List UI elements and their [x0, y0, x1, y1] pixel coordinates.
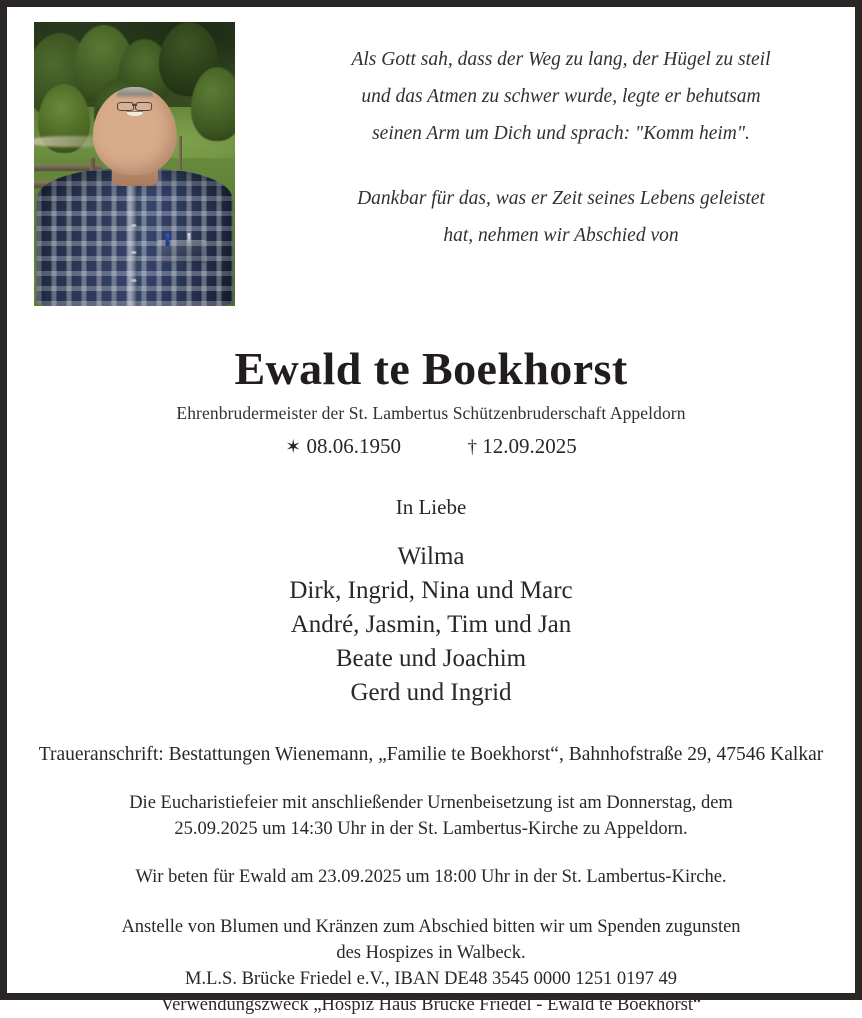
- donation-line: des Hospizes in Walbeck.: [336, 943, 526, 964]
- donation-reference-line: Verwendungszweck „Hospiz Haus Brücke Friedel - Ewald te Boekhorst“: [160, 995, 702, 1016]
- mourning-address: Traueranschrift: Bestattungen Wienemann, „Familie te Boekhorst“, Bahnhofstraße 29, 47546 Kalkar: [38, 744, 824, 766]
- family-block: [21, 495, 841, 710]
- service-details: [21, 790, 841, 842]
- photo-hair: [116, 87, 153, 99]
- donation-details: [21, 914, 841, 1018]
- deceased-name-block: [21, 345, 841, 459]
- birth-star-icon: ✶: [285, 437, 302, 459]
- deceased-role: Ehrenbrudermeister der St. Lambertus Schützenbruderschaft Appeldorn: [176, 403, 686, 424]
- service-line: 25.09.2025 um 14:30 Uhr in der St. Lambertus-Kirche zu Appeldorn.: [174, 819, 688, 840]
- poem-line: seinen Arm um Dich und sprach: "Komm heim".: [372, 123, 750, 144]
- death-date: 12.09.2025: [482, 434, 577, 459]
- photo-face: [92, 87, 176, 176]
- service-line: Die Eucharistiefeier mit anschließender Urnenbeisetzung ist am Donnerstag, dem: [129, 793, 733, 814]
- portrait-image-content: [34, 22, 235, 306]
- deceased-name: Ewald te Boekhorst: [234, 343, 628, 394]
- header-row: [21, 7, 841, 307]
- photo-pocket-pen: [166, 233, 169, 245]
- poem-line: Als Gott sah, dass der Weg zu lang, der Hügel zu steil: [351, 49, 771, 70]
- photo-person: [34, 84, 235, 306]
- family-name: Dirk, Ingrid, Nina und Marc: [289, 577, 573, 605]
- donation-line: Anstelle von Blumen und Kränzen zum Abschied bitten wir um Spenden zugunsten: [121, 917, 741, 938]
- photo-lens-right: [135, 102, 152, 111]
- memorial-poem: [266, 41, 856, 254]
- photo-pocket-pen: [188, 233, 191, 245]
- family-name: André, Jasmin, Tim und Jan: [290, 611, 572, 639]
- photo-smile: [126, 112, 142, 116]
- photo-shirt-placket: [128, 182, 138, 306]
- photo-shirt-button: [130, 251, 136, 254]
- photo-plaid-shirt: [36, 169, 233, 306]
- poem-line: hat, nehmen wir Abschied von: [443, 225, 679, 246]
- photo-glasses-bridge: [132, 104, 137, 106]
- family-name: Wilma: [397, 543, 465, 571]
- cross-dagger-icon: †: [467, 437, 477, 459]
- photo-shirt-button: [130, 224, 136, 227]
- portrait-photo: [34, 22, 235, 306]
- life-dates: [21, 434, 841, 459]
- family-intro: In Liebe: [395, 495, 467, 520]
- poem-stanza-2: [266, 180, 856, 254]
- donation-bank-line: M.L.S. Brücke Friedel e.V., IBAN DE48 3545 0000 1251 0197 49: [185, 969, 677, 990]
- poem-line: und das Atmen zu schwer wurde, legte er behutsam: [361, 86, 761, 107]
- notices-block: [21, 744, 841, 1018]
- photo-eyeglasses: [117, 102, 152, 109]
- family-name: Gerd und Ingrid: [350, 679, 512, 707]
- photo-shirt-button: [130, 279, 136, 282]
- family-names: [21, 540, 841, 710]
- family-name: Beate und Joachim: [335, 645, 527, 673]
- poem-stanza-1: [266, 41, 856, 152]
- poem-line: Dankbar für das, was er Zeit seines Lebens geleistet: [357, 188, 765, 209]
- prayer-details: Wir beten für Ewald am 23.09.2025 um 18:00 Uhr in der St. Lambertus-Kirche.: [135, 867, 727, 888]
- photo-lens-left: [117, 102, 134, 111]
- birth-date: 08.06.1950: [306, 434, 401, 459]
- obituary-card-inner: [7, 7, 855, 1016]
